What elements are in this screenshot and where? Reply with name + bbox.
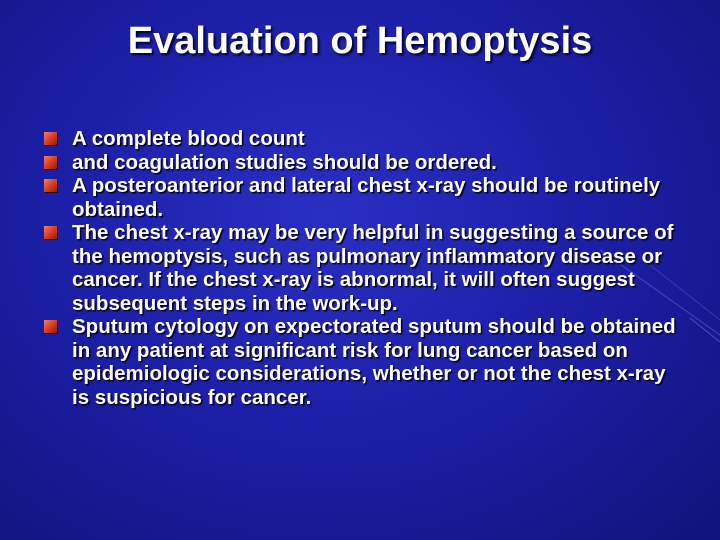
square-bullet-icon <box>44 226 57 239</box>
bullet-item <box>44 174 684 221</box>
bullet-text: and coagulation studies should be ordered. <box>72 150 497 174</box>
bullet-text: A complete blood count <box>72 127 305 150</box>
square-bullet-icon <box>44 179 57 192</box>
bullet-item <box>44 127 684 151</box>
bullet-list <box>44 127 684 409</box>
bullet-text: The chest x-ray may be very helpful in suggesting a source of the hemoptysis, such as pulmonary inflammatory disease or cancer. If the chest x-ray is abnormal, it will often suggest subsequent steps in the work-up. <box>72 221 674 315</box>
bullet-item <box>44 221 684 315</box>
square-bullet-icon <box>44 156 57 169</box>
square-bullet-icon <box>44 132 57 145</box>
bullet-text: A posteroanterior and lateral chest x-ray should be routinely obtained. <box>72 174 661 221</box>
bullet-item <box>44 315 684 409</box>
bullet-item <box>44 151 684 175</box>
slide-title: Evaluation of Hemoptysis <box>127 20 593 62</box>
square-bullet-icon <box>44 320 57 333</box>
bullet-text: Sputum cytology on expectorated sputum should be obtained in any patient at significant risk for lung cancer based on epidemiologic considerations, whether or not the chest x-ray is suspicious for cancer. <box>72 315 676 409</box>
